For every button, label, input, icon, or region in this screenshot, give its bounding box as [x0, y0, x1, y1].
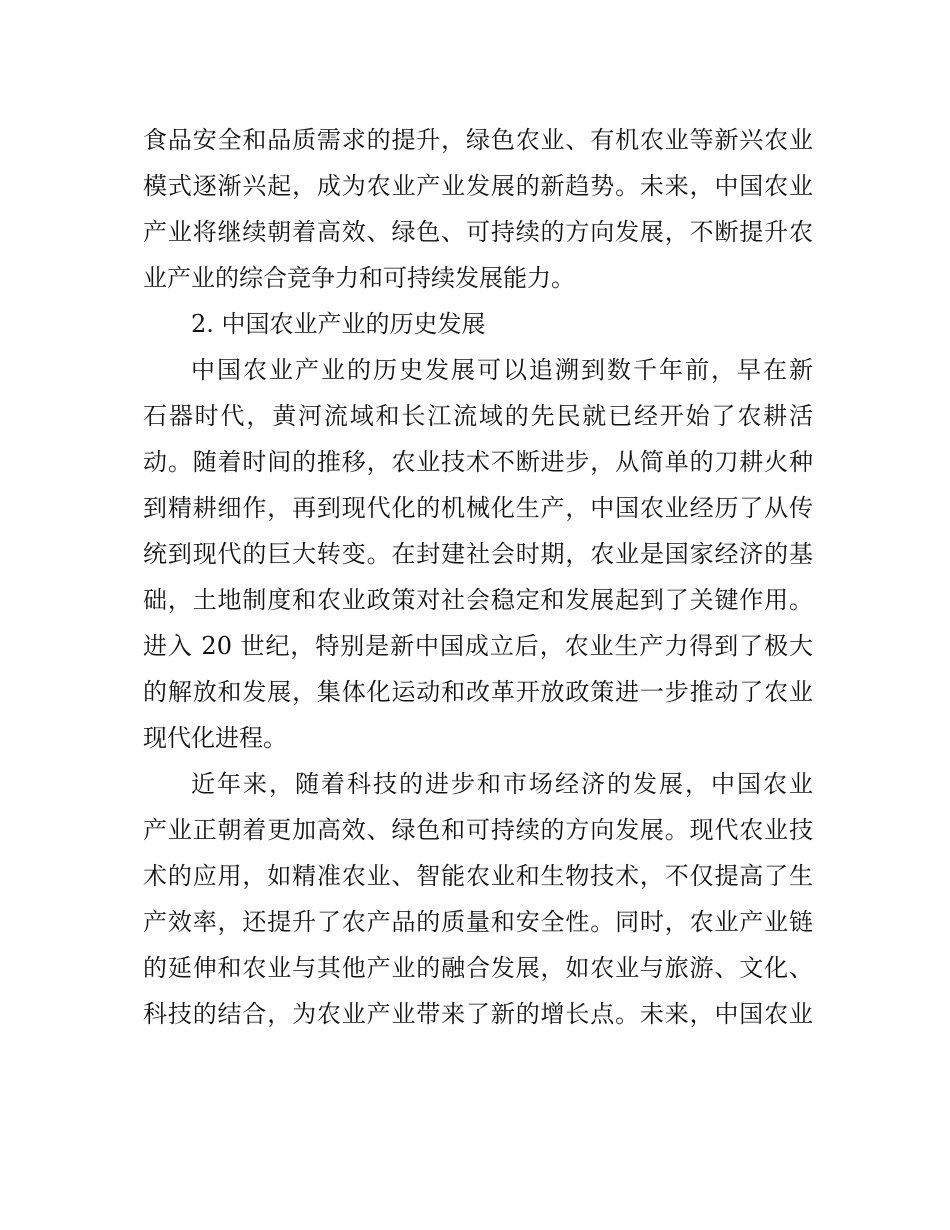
paragraph-line: 的解放和发展，集体化运动和改革开放政策进一步推动了农业 [143, 678, 813, 706]
section-heading: 2. 中国农业产业的历史发展 [191, 310, 486, 338]
paragraph-line: 食品安全和品质需求的提升，绿色农业、有机农业等新兴农业 [143, 126, 813, 154]
paragraph-line: 统到现代的巨大转变。在封建社会时期，农业是国家经济的基 [143, 540, 813, 568]
paragraph-line: 进入 20 世纪，特别是新中国成立后，农业生产力得到了极大 [143, 632, 813, 660]
paragraph-line: 术的应用，如精准农业、智能农业和生物技术，不仅提高了生 [143, 862, 813, 890]
paragraph-line: 的延伸和农业与其他产业的融合发展，如农业与旅游、文化、 [143, 954, 813, 982]
paragraph-line: 现代化进程。 [143, 724, 287, 752]
paragraph-line: 模式逐渐兴起，成为农业产业发展的新趋势。未来，中国农业 [143, 172, 813, 200]
paragraph-line: 到精耕细作，再到现代化的机械化生产，中国农业经历了从传 [143, 494, 813, 522]
paragraph-line: 石器时代，黄河流域和长江流域的先民就已经开始了农耕活 [143, 402, 813, 430]
paragraph-line: 础，土地制度和农业政策对社会稳定和发展起到了关键作用。 [143, 586, 813, 614]
paragraph-line: 产业正朝着更加高效、绿色和可持续的方向发展。现代农业技 [143, 816, 813, 844]
paragraph-line: 业产业的综合竞争力和可持续发展能力。 [143, 264, 575, 292]
paragraph-line: 中国农业产业的历史发展可以追溯到数千年前，早在新 [191, 356, 813, 384]
paragraph-line: 科技的结合，为农业产业带来了新的增长点。未来，中国农业 [143, 1000, 813, 1028]
paragraph-line: 动。随着时间的推移，农业技术不断进步，从简单的刀耕火种 [143, 448, 813, 476]
paragraph-line: 产效率，还提升了农产品的质量和安全性。同时，农业产业链 [143, 908, 813, 936]
paragraph-line: 近年来，随着科技的进步和市场经济的发展，中国农业 [191, 770, 813, 798]
document-body [143, 117, 813, 1037]
paragraph-line: 产业将继续朝着高效、绿色、可持续的方向发展，不断提升农 [143, 218, 813, 246]
